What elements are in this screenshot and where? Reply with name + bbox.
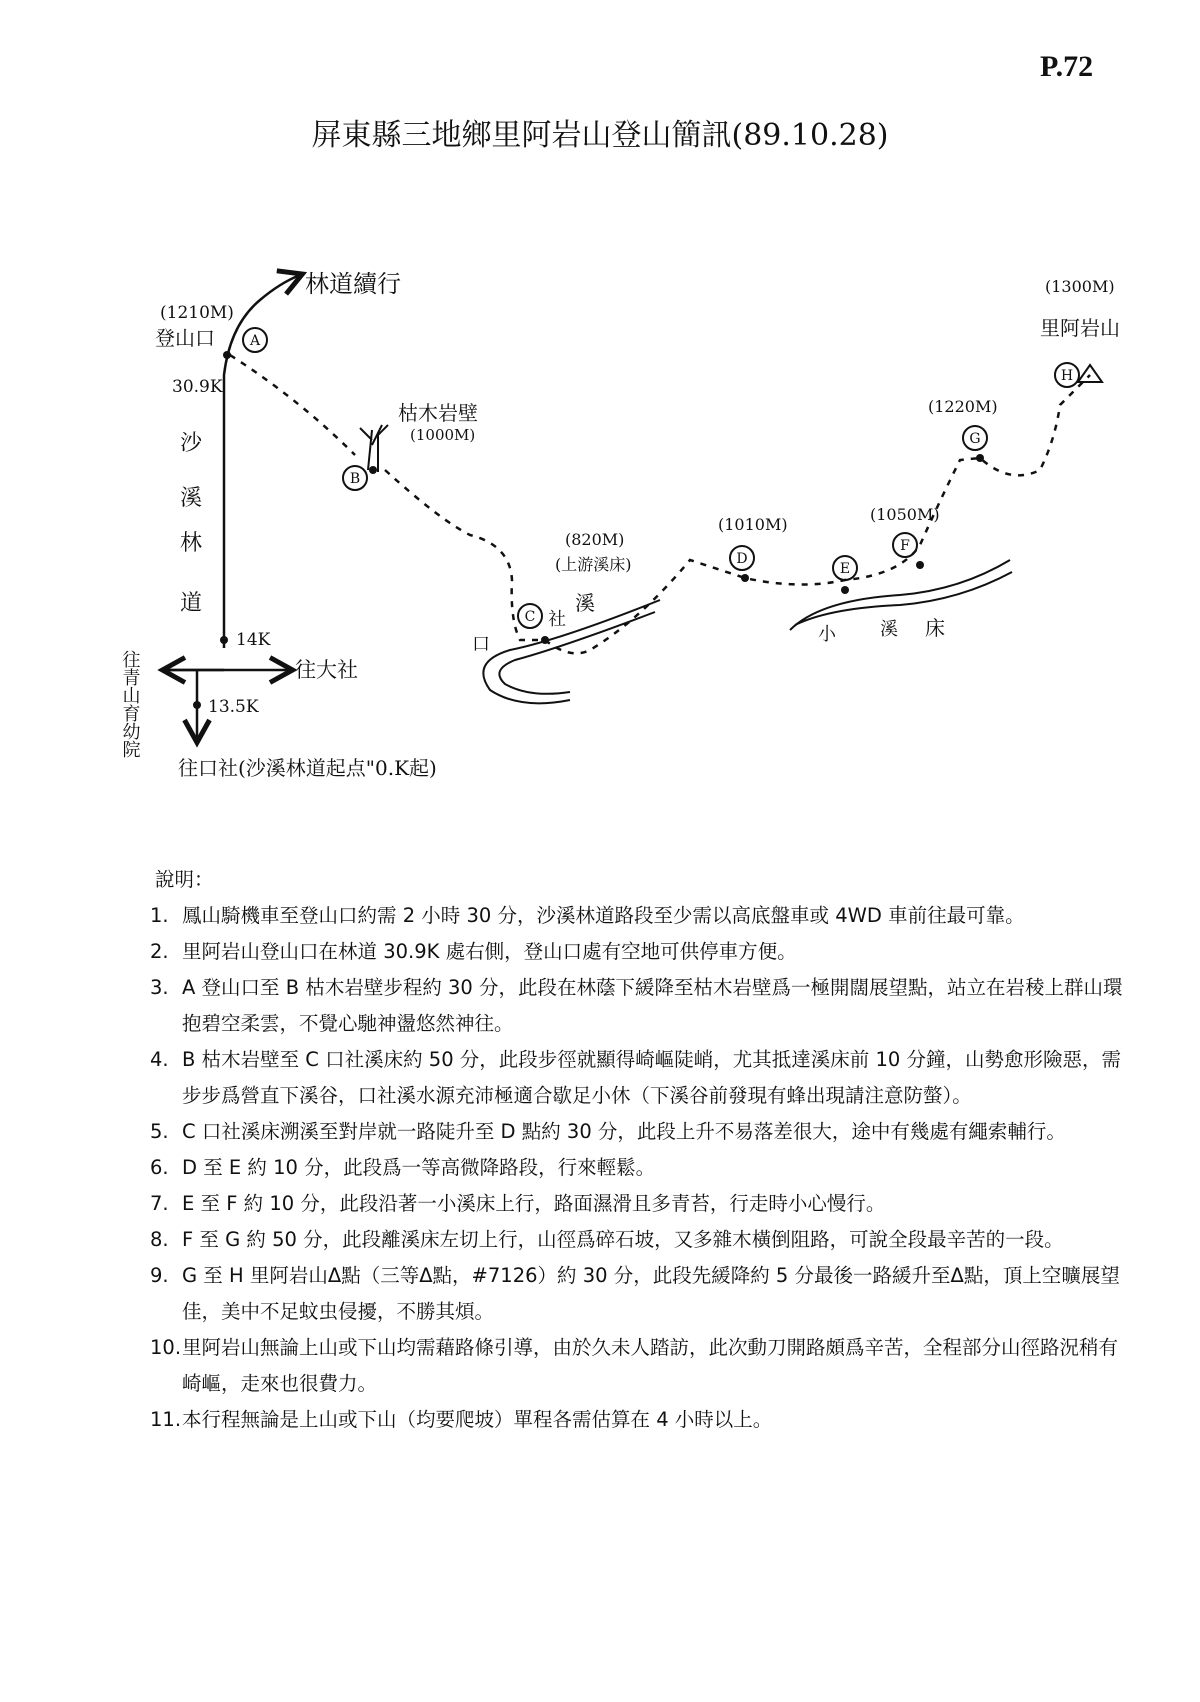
note-number: 2. (150, 940, 169, 963)
note-number: 11. (150, 1408, 182, 1431)
trail-map (0, 0, 1200, 800)
note-item (150, 934, 1130, 970)
note-number: 10. (150, 1336, 182, 1359)
note-text: F 至 G 約 50 分，此段離溪床左切上行，山徑爲碎石坡，又多雜木橫倒阻路，可說全段最辛苦的一段。 (182, 1228, 1064, 1251)
to-dashe-label: 往大社 (295, 658, 358, 682)
note-item (150, 1258, 1130, 1330)
triangulation-point-icon (1078, 365, 1102, 382)
road-name-char: 林 (180, 531, 203, 556)
note-text: A 登山口至 B 枯木岩壁步程約 30 分，此段在林蔭下緩降至枯木岩壁爲一極開闊展望點，站立在岩稜上群山環抱碧空柔雲，不覺心馳神盪悠然神往。 (182, 976, 1123, 1035)
h-elevation: (1300M) (1045, 277, 1115, 296)
waypoint-g-label: G (969, 431, 981, 447)
road-name-char: 道 (180, 591, 203, 616)
road-name-char: 沙 (180, 431, 203, 456)
road-name-char: 溪 (180, 486, 203, 511)
trailhead-label: 登山口 (155, 326, 215, 350)
note-number: 7. (150, 1192, 169, 1215)
notes-heading: 說明： (155, 868, 214, 891)
note-number: 1. (150, 904, 169, 927)
note-item (150, 1150, 1130, 1186)
creek-name-char: 溪 (880, 619, 898, 640)
summit-name: 里阿岩山 (1040, 316, 1120, 340)
note-text: 里阿岩山登山口在林道 30.9K 處右側，登山口處有空地可供停車方便。 (182, 940, 797, 963)
waypoint-e-label: E (839, 561, 851, 577)
note-text: G 至 H 里阿岩山Δ點（三等Δ點，#7126）約 30 分，此段先緩降約 5 分最後一路緩升至Δ點，頂上空曠展望佳，美中不足蚊虫侵擾，不勝其煩。 (182, 1264, 1120, 1323)
km14-label: 14K (236, 630, 271, 650)
dead-tree-cliff-elevation: (1000M) (410, 426, 476, 444)
waypoint-c-label: C (524, 609, 536, 625)
tree-icon (360, 425, 388, 472)
c-elevation: (820M) (565, 530, 625, 549)
creek-name-char: 床 (925, 616, 945, 640)
to-koushe-label: 往口社(沙溪林道起点"0.K起) (178, 756, 437, 780)
creek-name-char: 小 (818, 624, 836, 645)
c-note: (上游溪床) (555, 555, 632, 574)
note-number: 8. (150, 1228, 169, 1251)
note-number: 5. (150, 1120, 169, 1143)
note-text: 本行程無論是上山或下山（均要爬坡）單程各需估算在 4 小時以上。 (182, 1408, 773, 1431)
note-text: B 枯木岩壁至 C 口社溪床約 50 分，此段步徑就顯得崎嶇陡峭，尤其抵達溪床前 10 分鐘，山勢愈形險惡，需步步爲營直下溪谷，口社溪水源充沛極適合歇足小休（下溪谷前發現有蜂出現請注意防螫）。 (182, 1048, 1122, 1107)
note-number: 4. (150, 1048, 169, 1071)
note-text: 里阿岩山無論上山或下山均需藉路條引導，由於久未人踏訪，此次動刀開路頗爲辛苦，全程部分山徑路況稍有崎嶇，走來也很費力。 (182, 1336, 1119, 1395)
waypoint-d-label: D (736, 551, 748, 567)
note-item (150, 898, 1130, 934)
g-elevation: (1220M) (928, 397, 998, 416)
dead-tree-cliff-label: 枯木岩壁 (398, 401, 478, 425)
d-elevation: (1010M) (718, 515, 788, 534)
notes-section (150, 862, 1130, 1438)
to-orphanage-label: 往青山育幼院 (119, 650, 141, 758)
note-item (150, 1186, 1130, 1222)
waypoint-a-label: A (249, 333, 261, 349)
river-name-char: 口 (472, 634, 490, 655)
note-number: 9. (150, 1264, 169, 1287)
waypoint-f-label: F (900, 538, 910, 554)
trailhead-elevation: (1210M) (160, 303, 234, 323)
note-item (150, 1402, 1130, 1438)
note-item (150, 970, 1130, 1042)
f-elevation: (1050M) (870, 505, 940, 524)
note-text: D 至 E 約 10 分，此段爲一等高微降路段，行來輕鬆。 (182, 1156, 656, 1179)
note-item (150, 1330, 1130, 1402)
page-number: P.72 (1040, 50, 1094, 83)
trailhead-km: 30.9K (172, 377, 223, 397)
note-item (150, 1114, 1130, 1150)
road-continue-label: 林道續行 (305, 270, 401, 298)
page-title: 屏東縣三地鄉里阿岩山登山簡訊(89.10.28) (311, 118, 889, 153)
km13-5-label: 13.5K (208, 697, 259, 717)
note-number: 3. (150, 976, 169, 999)
note-item (150, 1042, 1130, 1114)
river-name-char: 溪 (575, 591, 595, 615)
note-number: 6. (150, 1156, 169, 1179)
note-text: E 至 F 約 10 分，此段沿著一小溪床上行，路面濕滑且多青苔，行走時小心慢行。 (182, 1192, 886, 1215)
waypoint-b-label: B (349, 471, 361, 487)
note-item (150, 1222, 1130, 1258)
waypoint-h-label: H (1060, 368, 1074, 384)
note-text: C 口社溪床溯溪至對岸就一路陡升至 D 點約 30 分，此段上升不易落差很大，途中有幾處有繩索輔行。 (182, 1120, 1066, 1143)
river-name-char: 社 (548, 609, 566, 630)
note-text: 鳳山騎機車至登山口約需 2 小時 30 分，沙溪林道路段至少需以高底盤車或 4WD 車前往最可靠。 (182, 904, 1025, 927)
